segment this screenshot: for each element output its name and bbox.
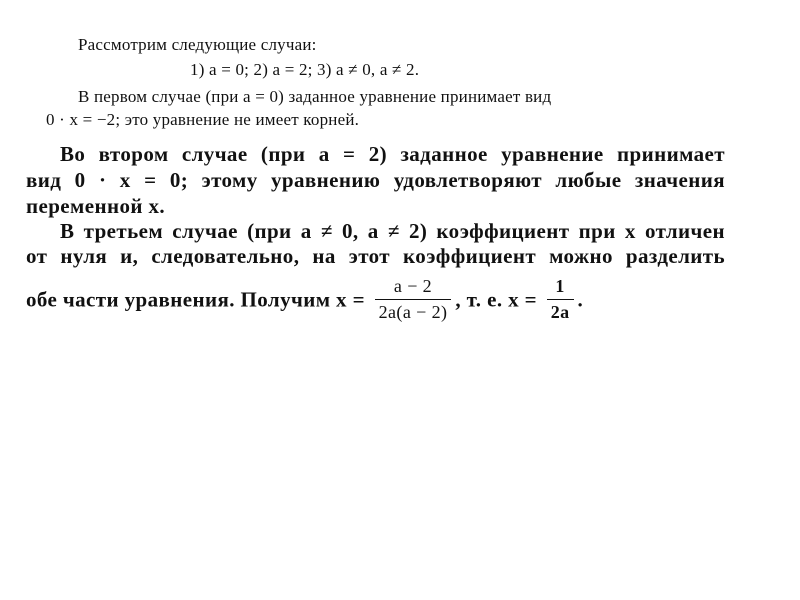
end-period: . [577,287,584,312]
first-case-line-2: 0 · x = −2; это уравнение не имеет корней. [46,110,360,129]
second-case-line-1: Во втором случае (при a = 2) заданное уравнение принимает [60,142,725,166]
fraction-2-denominator: 2a [550,302,570,322]
line3-text: обе части уравнения. Получим x = [26,287,365,312]
third-case-line-3 [26,278,583,325]
intro-line: Рассмотрим следующие случаи: [78,35,317,54]
fraction-1-denominator: 2a(a − 2) [378,302,448,322]
fraction-1-numerator: a − 2 [375,276,452,300]
second-case-line-2: вид 0 · x = 0; этому уравнению удовлетворяют любые значения [26,168,725,192]
third-case-line-2: от нуля и, следовательно, на этот коэффициент можно разделить [26,244,725,268]
mid-text: , т. е. x = [455,287,538,312]
cases-line: 1) a = 0; 2) a = 2; 3) a ≠ 0, a ≠ 2. [190,60,420,79]
fraction-1 [375,276,452,323]
second-case-line-3: переменной x. [26,194,166,218]
first-case-line-1: В первом случае (при a = 0) заданное уравнение принимает вид [78,87,552,106]
fraction-2 [547,276,574,323]
third-case-line-1: В третьем случае (при a ≠ 0, a ≠ 2) коэффициент при x отличен [60,219,725,243]
fraction-2-numerator: 1 [547,276,574,300]
